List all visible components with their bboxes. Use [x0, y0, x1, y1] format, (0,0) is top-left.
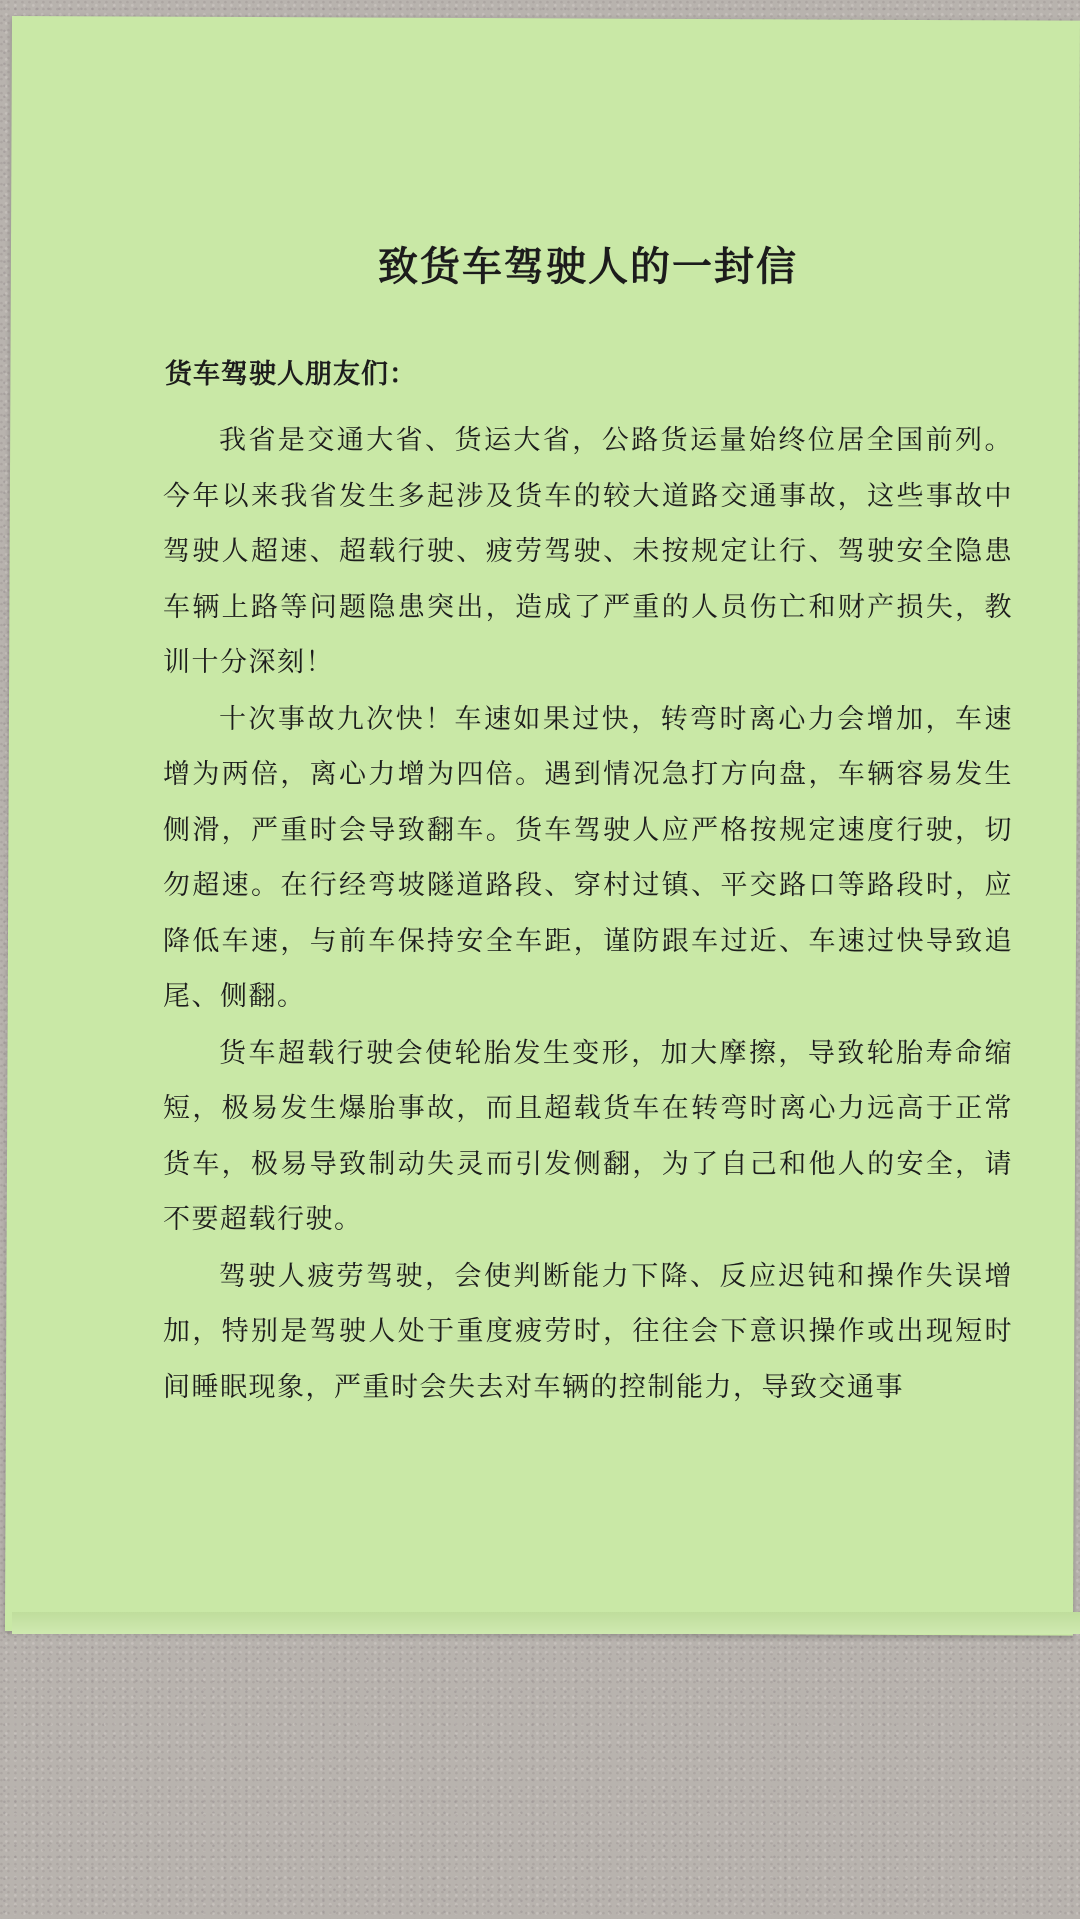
letter-title: 致货车驾驶人的一封信: [378, 243, 798, 290]
paper-edge: [12, 1612, 1080, 1634]
letter-paragraph: 货车超载行驶会使轮胎发生变形，加大摩擦，导致轮胎寿命缩短，极易发生爆胎事故，而且超载货车在转弯时离心力远高于正常货车，极易导致制动失灵而引发侧翻，为了自己和他人的安全，请不要超载行驶。: [163, 1037, 1013, 1235]
letter-content: [163, 235, 1013, 1416]
letter-salutation: 货车驾驶人朋友们：: [165, 359, 417, 390]
letter-paragraph: 十次事故九次快！车速如果过快，转弯时离心力会增加，车速增为两倍，离心力增为四倍。遇到情况急打方向盘，车辆容易发生侧滑，严重时会导致翻车。货车驾驶人应严格按规定速度行驶，切勿超速。在行经弯坡隧道路段、穿村过镇、平交路口等路段时，应降低车速，与前车保持安全车距，谨防跟车过近、车速过快导致追尾、侧翻。: [163, 703, 1013, 1012]
letter-paragraph: 我省是交通大省、货运大省，公路货运量始终位居全国前列。今年以来我省发生多起涉及货车的较大道路交通事故，这些事故中驾驶人超速、超载行驶、疲劳驾驶、未按规定让行、驾驶安全隐患车辆上路等问题隐患突出，造成了严重的人员伤亡和财产损失，教训十分深刻！: [163, 425, 1013, 678]
letter-paragraph: 驾驶人疲劳驾驶，会使判断能力下降、反应迟钝和操作失误增加，特别是驾驶人处于重度疲劳时，往往会下意识操作或出现短时间睡眠现象，严重时会失去对车辆的控制能力，导致交通事: [163, 1260, 1013, 1403]
